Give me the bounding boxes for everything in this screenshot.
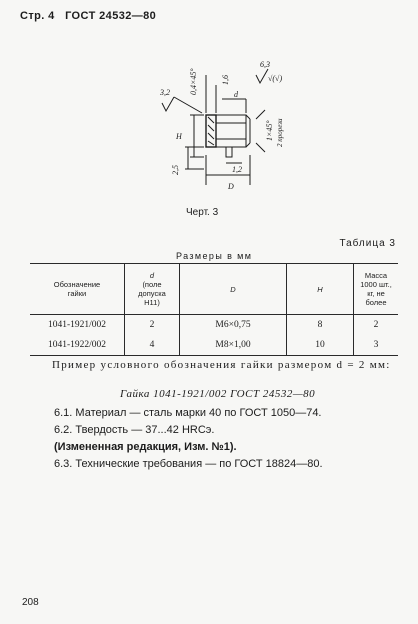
roughness-left-label: 3,2 [160,88,170,97]
page-label: Стр. 4 [20,10,55,22]
item-material: 6.1. Материал — сталь марки 40 по ГОСТ 1050—74. [54,407,322,419]
cell-d: 4 [125,335,180,356]
thread-note-label: 2 прорези [276,118,284,147]
item-amendment: (Измененная редакция, Изм. №1). [54,441,237,453]
chamfer-top-label: 0,4×45° [189,68,198,95]
page-header [20,10,156,22]
chamfer-side-label: 1×45° [265,120,274,141]
roughness-sign-label: √(√) [268,74,283,83]
dimension-d-label: d [234,90,238,99]
header-big-d: D [180,264,287,315]
cell-mass: 2 [354,315,399,336]
table-label: Таблица 3 [339,238,396,249]
table-row [30,335,398,356]
page-number: 208 [22,597,39,608]
table-row [30,315,398,336]
cell-big-d: M8×1,00 [180,335,287,356]
table-header-row [30,264,398,315]
dimension-25-label: 2,5 [171,165,180,175]
roughness-main-label: 6,3 [260,60,270,69]
header-designation: Обозначение гайки [30,264,125,315]
figure-caption: Черт. 3 [186,207,219,218]
dimension-h-label: H [176,132,182,141]
standard-label: ГОСТ 24532—80 [65,10,157,22]
cell-h: 8 [287,315,354,336]
cell-h: 10 [287,335,354,356]
dimension-big-d-label: D [228,182,234,191]
cell-big-d: M6×0,75 [180,315,287,336]
item-hardness: 6.2. Твердость — 37...42 HRCэ. [54,424,215,436]
cell-designation: 1041-1921/002 [47,320,107,330]
header-h: H [287,264,354,315]
technical-drawing [150,55,310,200]
cell-mass: 3 [354,335,399,356]
item-requirements: 6.3. Технические требования — по ГОСТ 18824—80. [54,458,323,470]
dimension-16-label: 1,6 [221,75,230,85]
sizes-table [30,263,398,356]
header-mass: Масса 1000 шт., кг, не более [354,264,399,315]
size-label: Размеры в мм [176,251,253,261]
dimension-12-label: 1,2 [232,165,242,174]
example-paragraph: Пример условного обозначения гайки размером d = 2 мм: [52,359,391,371]
designation-example: Гайка 1041-1921/002 ГОСТ 24532—80 [120,388,316,400]
cell-designation: 1041-1922/002 [30,335,125,356]
cell-d: 2 [125,315,180,336]
header-d: d (поле допуска H11) [125,264,180,315]
